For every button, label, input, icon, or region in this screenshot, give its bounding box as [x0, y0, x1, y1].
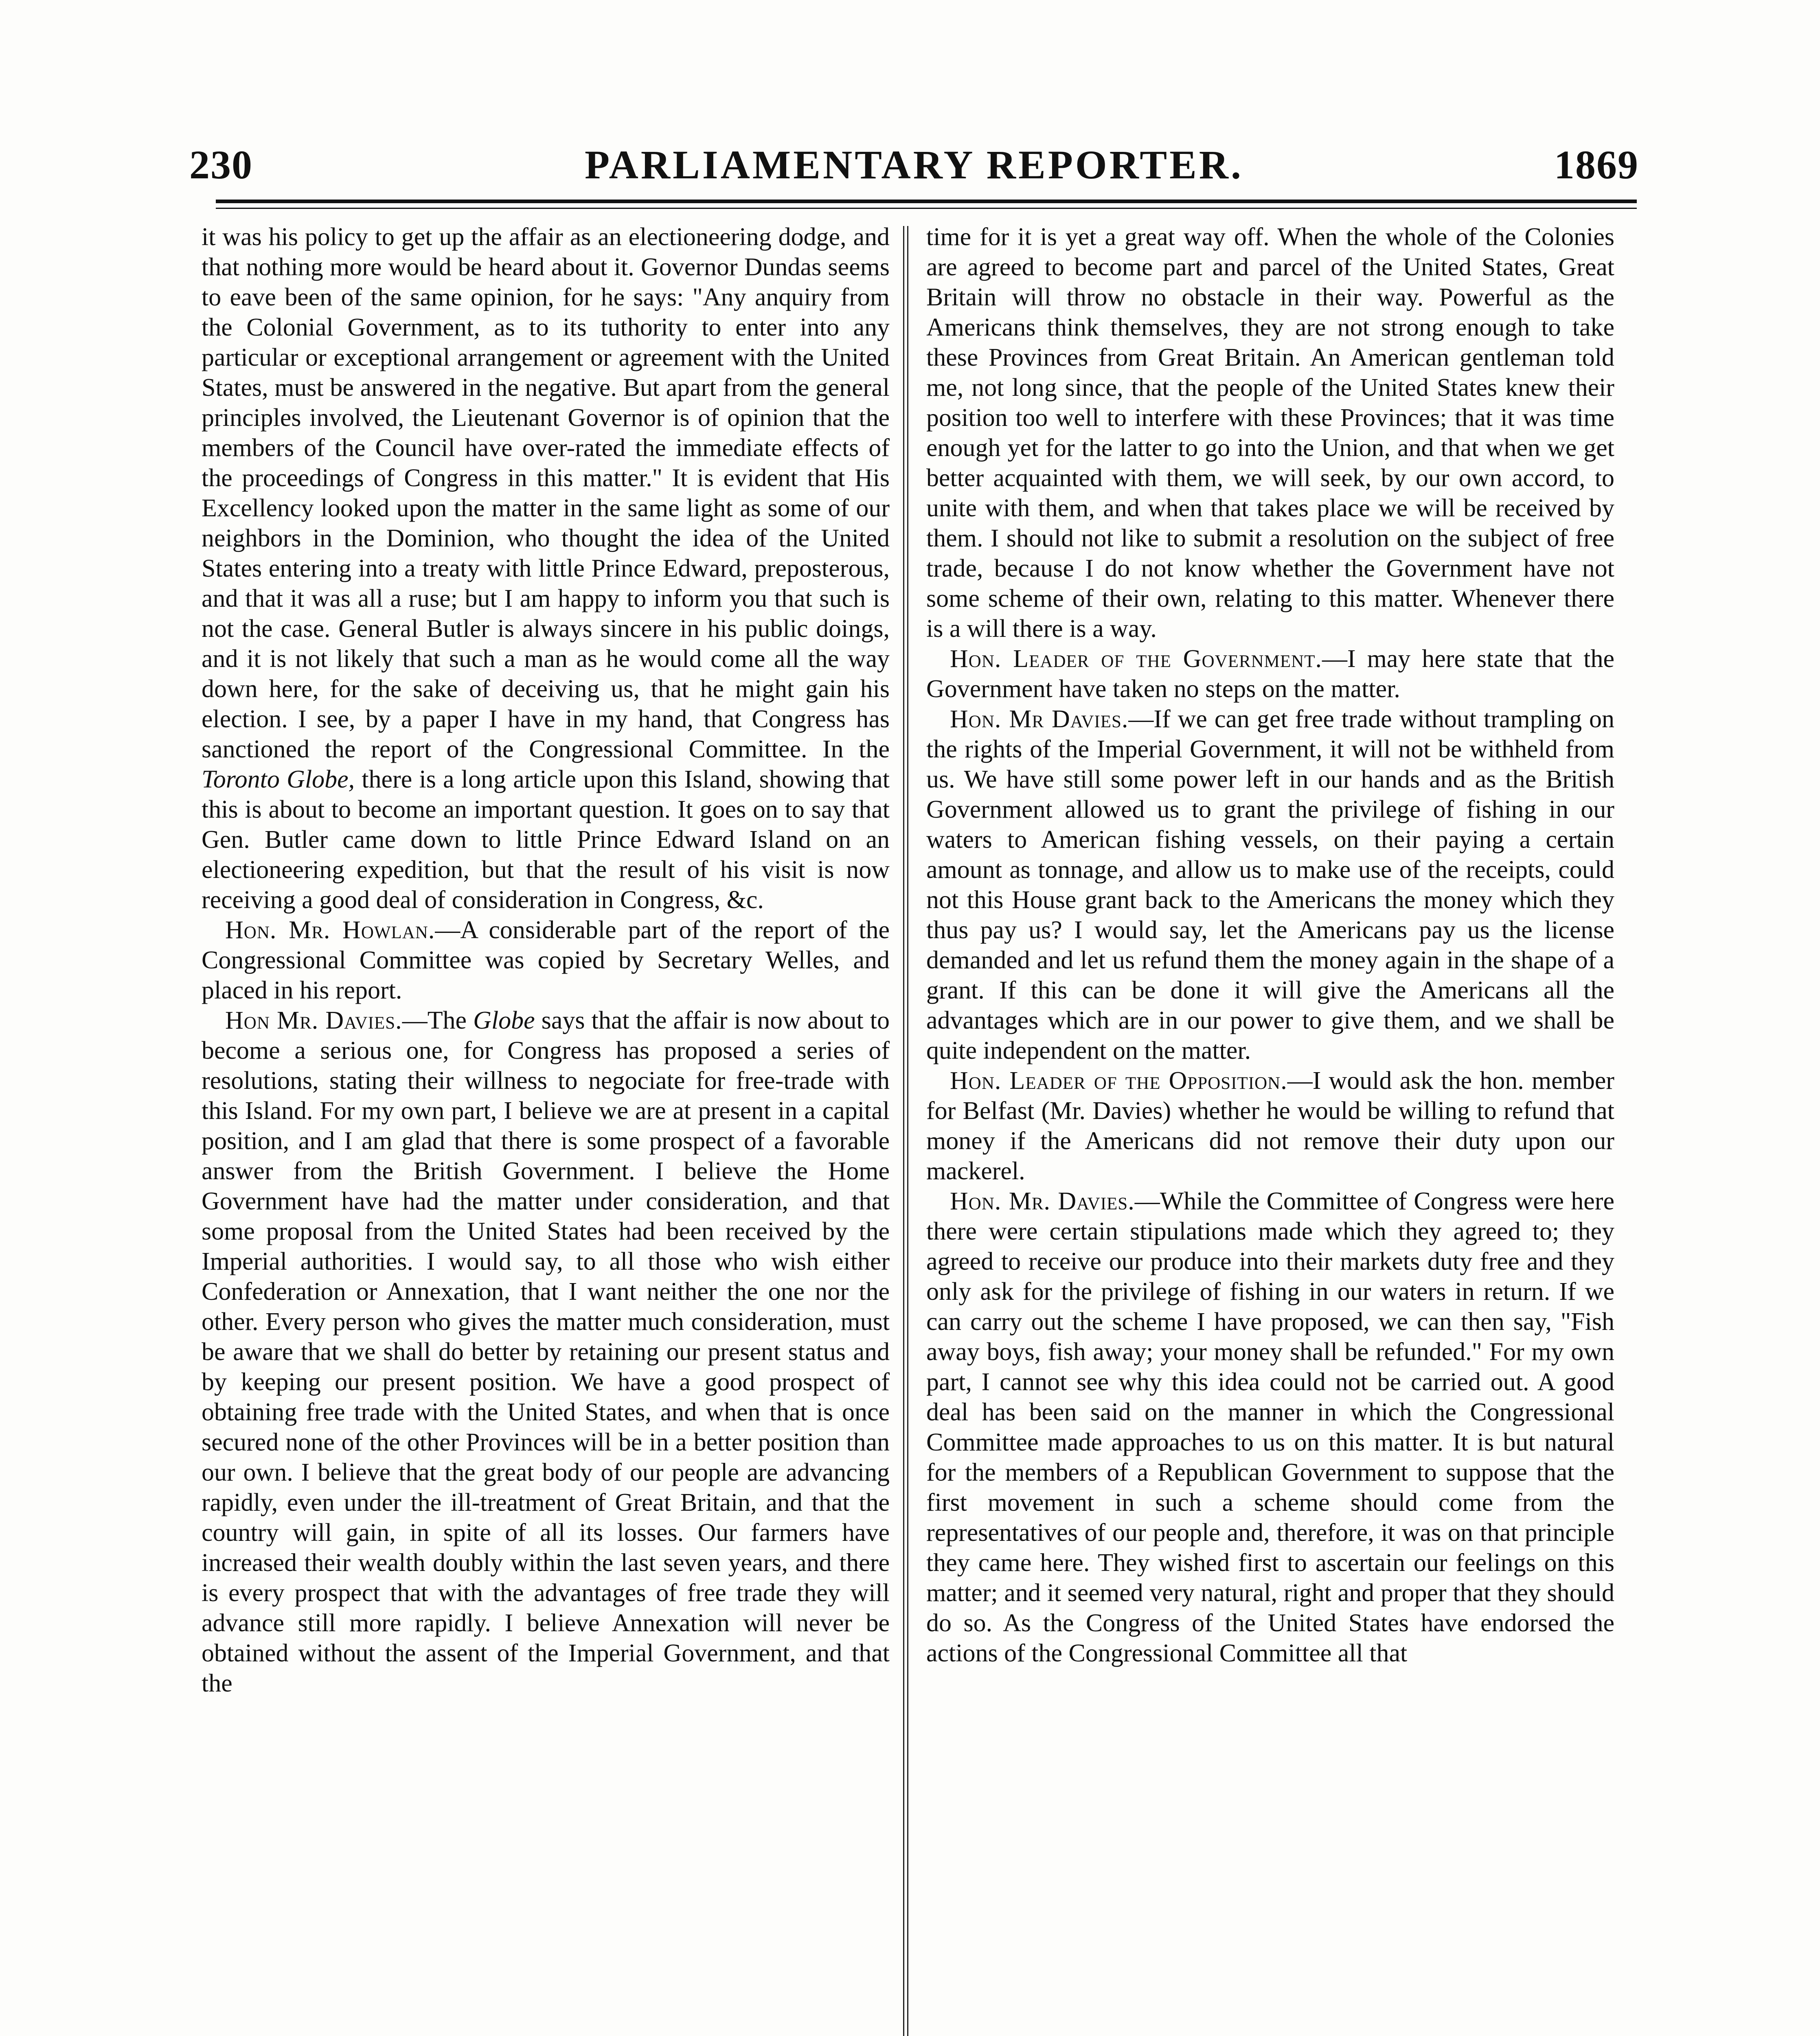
right-paragraph-4	[926, 1066, 1614, 1186]
speaker-name: Hon. Mr. Davies.	[950, 1187, 1135, 1215]
right-paragraph-3	[926, 704, 1614, 1066]
right-paragraph-5	[926, 1186, 1614, 1668]
paragraph-text-continued: there is a long article upon this Island, showing that this is about to become an important question. It goes on to say that Gen. Butler came down to little Prince Edward Island on an electioneering expedition, but that the result of his visit is now receiving a good deal of consideration in Congress, &c.	[202, 766, 890, 914]
speaker-name: Hon. Leader of the Government.	[950, 645, 1322, 673]
header-rule-thick	[216, 200, 1637, 203]
speaker-name: Hon. Leader of the Opposition.	[950, 1067, 1287, 1095]
running-title: PARLIAMENTARY REPORTER.	[584, 142, 1244, 187]
right-paragraph-1	[926, 222, 1614, 644]
left-paragraph-1	[202, 222, 890, 915]
paragraph-text: —I would ask the hon. member for Belfast (Mr. Davies) whether he would be willing to refund that money if the Americans did not remove their duty upon our mackerel.	[926, 1067, 1614, 1185]
page-number: 230	[189, 142, 253, 187]
left-paragraph-3	[202, 1005, 890, 1698]
paragraph-text: —If we can get free trade without trampling on the rights of the Imperial Government, it will not be withheld from us. We have still some power left in our hands and as the British Government allowed us to grant the privilege of fishing in our waters to American fishing vessels, on their paying a certain amount as tonnage, and allow us to make use of the receipts, could not this House grant back to the Americans the money which they thus pay us? I would say, let the Americans pay us the license demanded and let us refund them the money again in the shape of a grant. If this can be done it will give the Americans all the advantages which are in our power to give them, and we shall be quite independent on the matter.	[926, 705, 1614, 1064]
left-column	[202, 222, 890, 2036]
speaker-name: Hon. Mr. Howlan.	[225, 916, 435, 944]
header-rule-thin	[216, 208, 1637, 209]
speaker-name: Hon. Mr Davies.	[950, 705, 1129, 733]
right-column	[926, 222, 1614, 2036]
paragraph-text: time for it is yet a great way off. When the whole of the Colonies are agreed to become part and parcel of the United States, Great Britain will throw no obstacle in their way. Powerful as the Americans think themselves, they are not strong enough to take these Provinces from Great Britain. An American gentleman told me, not long since, that the people of the United States knew their position too well to interfere with these Provinces; that it was time enough yet for the latter to go into the Union, and that when we get better acquainted with them, we will seek, by our own accord, to unite with them, and when that takes place we will be received by them. I should not like to submit a resolution on the subject of free trade, because I do not know whether the Government have not some scheme of their own, relating to this matter. Whenever there is a will there is a way.	[926, 223, 1614, 643]
paragraph-text: —A considerable part of the report of the Congressional Committee was copied by Secretary Welles, and placed in his report.	[202, 916, 890, 1004]
page-header	[189, 136, 1639, 193]
newspaper-title: Toronto Globe,	[202, 766, 355, 793]
paragraph-text: —While the Committee of Congress were here there were certain stipulations made which they agreed to; they agreed to receive our produce into their markets duty free and they only ask for the privilege of fishing in our waters in return. If we can carry out the scheme I have proposed, we can then say, "Fish away boys, fish away; your money shall be refunded." For my own part, I cannot see why this idea could not be carried out. A good deal has been said on the manner in which the Congressional Committee made approaches to us on this matter. It is but natural for the members of a Republican Government to suppose that the first movement in such a scheme should come from the representatives of our people and, therefore, it was on that principle they came here. They wished first to ascertain our feelings on this matter; and it seemed very natural, right and proper that they should do so. As the Congress of the United States have endorsed the actions of the Congressional Committee all that	[926, 1187, 1614, 1667]
paragraph-text: —I may here state that the Government have taken no steps on the matter.	[926, 645, 1614, 703]
column-divider	[903, 226, 904, 2036]
column-divider-second-line	[907, 226, 908, 2036]
paragraph-text: it was his policy to get up the affair as an electioneering dodge, and that nothing more would be heard about it. Governor Dundas seems to eave been of the same opinion, for he says: "Any anquiry from the Colonial Government, as to its tuthority to enter into any particular or exceptional arrangement or agreement with the United States, must be answered in the negative. But apart from the general principles involved, the Lieutenant Governor is of opinion that the members of the Council have over-rated the immediate effects of the proceedings of Congress in this matter." It is evident that His Excellency looked upon the matter in the same light as some of our neighbors in the Dominion, who thought the idea of the United States entering into a treaty with little Prince Edward, preposterous, and that it was all a ruse; but I am happy to inform you that such is not the case. General Butler is always sincere in his public doings, and it is not likely that such a man as he would come all the way down here, for the sake of deceiving us, that he might gain his election. I see, by a paper I have in my hand, that Congress has sanctioned the report of the Congressional Committee. In the	[202, 223, 890, 763]
right-paragraph-2	[926, 644, 1614, 704]
paragraph-text-continued: says that the affair is now about to become a serious one, for Congress has proposed a series of resolutions, stating their willness to negociate for free-trade with this Island. For my own part, I believe we are at present in a capital position, and I am glad that there is some prospect of a favorable answer from the British Government. I believe the Home Government have had the matter under consideration, and that some proposal from the United States had been received by the Imperial authorities. I would say, to all those who wish either Confederation or Annexation, that I want neither the one nor the other. Every person who gives the matter much consideration, must be aware that we shall do better by retaining our present status and by keeping our present position. We have a good prospect of obtaining free trade with the United States, and when that is once secured none of the other Provinces will be in a better position than our own. I believe that the great body of our people are advancing rapidly, even under the ill-treatment of Great Britain, and that the country will gain, in spite of all its losses. Our farmers have increased their wealth doubly within the last seven years, and there is every prospect that with the advantages of free trade they will advance still more rapidly. I believe Annexation will never be obtained without the assent of the Imperial Government, and that the	[202, 1007, 890, 1697]
year: 1869	[1554, 142, 1639, 187]
paragraph-text: —The	[402, 1007, 467, 1034]
newspaper-title: Globe	[473, 1007, 535, 1034]
speaker-name: Hon Mr. Davies.	[225, 1007, 402, 1034]
left-paragraph-2	[202, 915, 890, 1005]
